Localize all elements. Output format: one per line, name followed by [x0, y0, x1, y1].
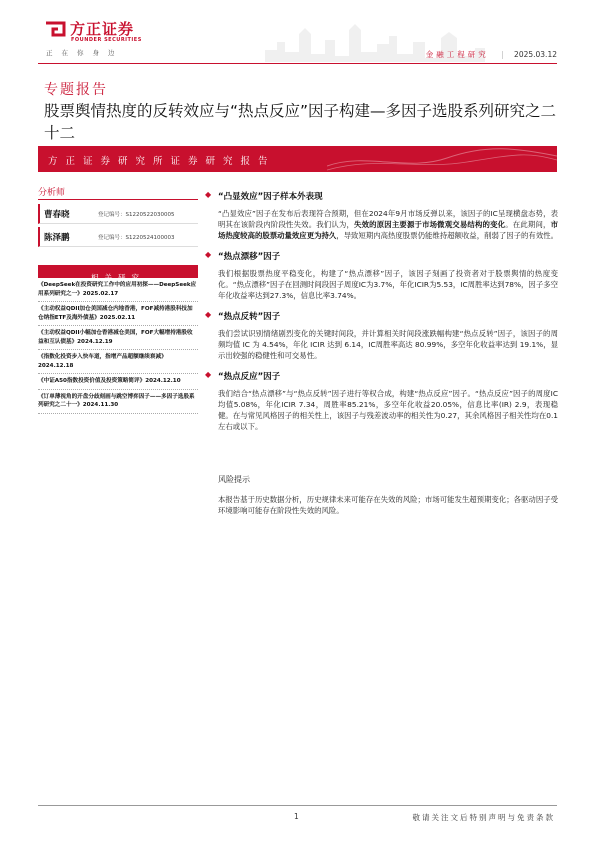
paragraph-emphasis: 市场热度较高的股票动量效应更为持久	[218, 220, 558, 240]
sidebar	[38, 185, 198, 414]
risk-heading: 风险提示	[218, 475, 250, 484]
logo-chinese-name: 方正证券	[70, 20, 135, 38]
section-heading-text: “热点反转”因子	[218, 312, 281, 322]
section-heading	[205, 310, 558, 322]
report-category: 金融工程研究	[425, 50, 489, 59]
analyst-entry	[38, 204, 198, 224]
section-heading-text: “热点反应”因子	[218, 372, 281, 382]
related-research-item[interactable]: 《主动权益QDII小幅加仓香港减仓美国，FOF大幅增持港股收益和互认债基》2024.12.19	[38, 326, 198, 350]
banner-text: 方正证券研究所证券研究报告	[48, 156, 276, 167]
page-number: 1	[294, 812, 299, 821]
paragraph-text: ，导致短期内高热度股票仍能维持超额收益，削弱了因子的有效性。	[336, 231, 558, 240]
section-heading	[205, 250, 558, 262]
related-research-label: 相关研究	[91, 273, 145, 282]
report-banner	[38, 146, 557, 172]
section-paragraph: 我们结合“热点漂移”与“热点反转”因子进行等权合成，构建“热点反应”因子。“热点反应”因子的周度IC均值5.08%，年化ICIR 7.34，周胜率85.21%，多空年化收益20.05%，信息比率(IR) 2.9，表现稳健。在与常见风格因子的相关性上，该因子与残差波动率的相关性为0.27，其余风格因子相关性均在0.1左右或以下。	[218, 389, 558, 431]
paragraph-emphasis: 失效的原因主要源于市场微观交易结构的变化	[354, 220, 506, 229]
related-research-item[interactable]: 《主动权益QDII加仓美国减仓内地香港，FOF减持港股科技加仓纳指ETF及海外债基》2025.02.11	[38, 302, 198, 326]
footer-divider	[38, 805, 557, 806]
logo-english-name: FOUNDER SECURITIES	[71, 37, 142, 43]
analyst-entry	[38, 227, 198, 247]
document-type: 专题报告	[44, 82, 108, 98]
section-paragraph: 我们尝试识别情绪剧烈变化的关键时间段，并计算相关时间段涨跌幅构建“热点反转”因子，该因子的周频均值 IC 为 4.54%，年化 ICIR 达到 6.14，IC周胜率高达 80.99%，多空年化收益率达到 19.1%，显示出较强的稳健性和可交易性。	[218, 329, 558, 360]
page-title: 股票舆情热度的反转效应与“热点反应”因子构建—多因子选股系列研究之二十二	[44, 102, 557, 142]
section-heading-text: “热点漂移”因子	[218, 252, 281, 262]
related-research-item[interactable]: 《DeepSeek在投资研究工作中的应用初探——DeepSeek应用系列研究之一》2025.02.17	[38, 278, 198, 302]
bullet-diamond-icon: ◆	[205, 370, 212, 379]
logo-slogan: 正在你身边	[46, 49, 124, 57]
header-meta	[426, 49, 557, 60]
banner-wave-decoration	[327, 146, 557, 172]
related-research-item[interactable]: 《订单薄视角的开盘分歧刻画与跳空博弈因子——多因子选股系列研究之二十一》2024.11.30	[38, 390, 198, 414]
related-research-item[interactable]: 《指数化投资步入快车道，指增产品超额继续衰减》2024.12.18	[38, 350, 198, 374]
company-logo	[44, 18, 164, 58]
header-divider	[38, 63, 557, 64]
section-paragraph: 我们根据股票热度平稳变化，构建了“热点漂移”因子，该因子刻画了投资者对于股票舆情的热度变化。“热点漂移”因子在回测时间段因子周度IC为3.7%，年化ICIR为5.53，IC周胜率达到78%，因子多空年化收益率达到27.3%，信息比率3.74%。	[218, 269, 558, 300]
related-research-item[interactable]: 《中证A50指数投资价值及投资策略简评》2024.12.10	[38, 374, 198, 390]
analyst-registration: 登记编号：S1220522030005	[98, 212, 175, 218]
analysts-rule	[38, 199, 198, 200]
main-content	[205, 190, 558, 525]
section-paragraph	[218, 208, 558, 241]
header-separator: |	[501, 50, 504, 59]
analyst-registration: 登记编号：S1220524100003	[98, 235, 175, 241]
section-heading-text: “凸显效应”因子样本外表现	[218, 192, 323, 202]
analyst-name: 曹春晓	[44, 210, 70, 220]
bullet-diamond-icon: ◆	[205, 190, 212, 199]
founder-logo-icon	[44, 20, 66, 38]
paragraph-text: 。在此期间，	[505, 220, 551, 229]
risk-paragraph: 本报告基于历史数据分析，历史规律未来可能存在失效的风险；市场可能发生超预期变化；各驱动因子受环境影响可能存在阶段性失效的风险。	[218, 495, 558, 515]
section-heading	[205, 190, 558, 202]
paragraph-text: “凸显效应”因子在发布后表现符合预期，但在2024年9月市场反弹以来，该因子的IC呈现横盘态势，表明其在该阶段内阶段性失效。我们认为，	[218, 209, 558, 229]
bullet-diamond-icon: ◆	[205, 310, 212, 319]
analysts-heading: 分析师	[38, 188, 66, 198]
bullet-diamond-icon: ◆	[205, 250, 212, 259]
related-research-heading	[38, 265, 198, 282]
report-date: 2025.03.12	[514, 50, 557, 59]
section-heading	[205, 370, 558, 382]
analyst-name: 陈泽鹏	[44, 233, 70, 243]
disclaimer-note: 敬请关注文后特别声明与免责条款	[412, 813, 555, 822]
